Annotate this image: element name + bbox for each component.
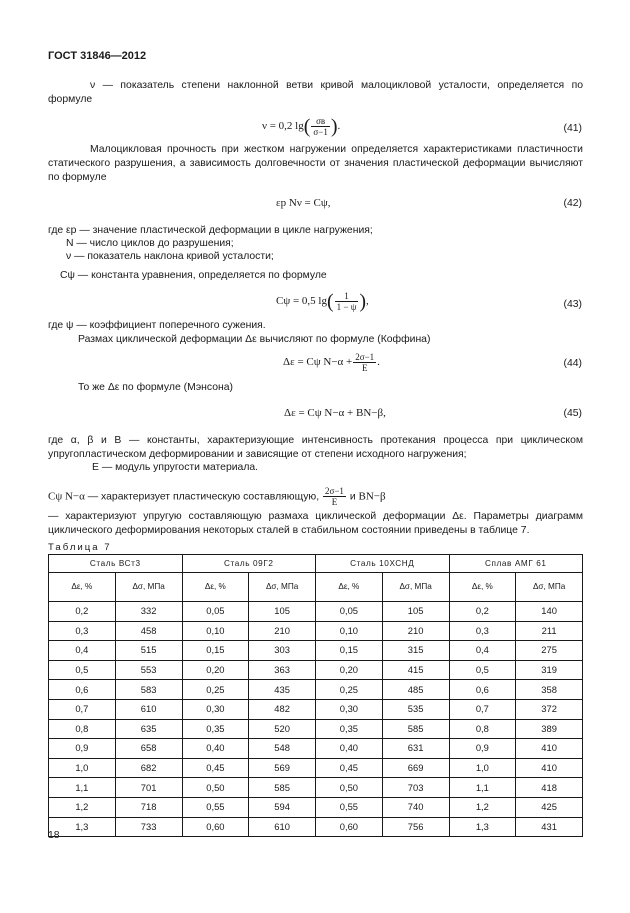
page-number: 18: [48, 830, 60, 841]
where-c-psi: Cψ — константа уравнения, определяется по формуле: [60, 270, 327, 281]
table-cell: 458: [115, 621, 182, 641]
table-cell: 515: [115, 641, 182, 661]
formula-43-denominator: 1 − ψ: [336, 302, 357, 312]
table-row: [49, 817, 583, 837]
sub-header-stress: Δσ, МПа: [115, 573, 182, 602]
table-cell: 372: [516, 699, 583, 719]
table-cell: 0,7: [49, 699, 116, 719]
formula-41-tail: .: [337, 120, 341, 133]
table-cell: 389: [516, 719, 583, 739]
table-caption: Таблица 7: [48, 542, 112, 553]
sub-header-strain: Δε, %: [316, 573, 383, 602]
table-cell: 0,35: [316, 719, 383, 739]
table-cell: 0,45: [316, 758, 383, 778]
table-cell: 0,15: [316, 641, 383, 661]
table-cell: 211: [516, 621, 583, 641]
table-cell: 0,20: [316, 660, 383, 680]
table-cell: 0,05: [316, 602, 383, 622]
table-cell: 0,60: [182, 817, 249, 837]
sub-header-stress: Δσ, МПа: [249, 573, 316, 602]
table-cell: 1,1: [449, 778, 516, 798]
table-row: [49, 778, 583, 798]
table-cell: 482: [249, 699, 316, 719]
table-cell: 703: [382, 778, 449, 798]
table-cell: 535: [382, 699, 449, 719]
formula-41-denominator: σ−1: [313, 127, 328, 137]
table-row: [49, 739, 583, 759]
formula-42: εр Nν = Cψ,: [276, 197, 331, 209]
where-nu: ν — показатель наклона кривой усталости;: [66, 251, 274, 262]
table-cell: 740: [382, 797, 449, 817]
inline-elastic-term: BN−β: [358, 490, 386, 503]
table-cell: 631: [382, 739, 449, 759]
table-cell: 548: [249, 739, 316, 759]
formula-41-numerator: σв: [311, 116, 329, 127]
sub-header-stress: Δσ, МПа: [516, 573, 583, 602]
table-cell: 431: [516, 817, 583, 837]
plastic-text-a: — характеризует пластическую составляющую,: [87, 491, 320, 503]
table-cell: 410: [516, 758, 583, 778]
table-cell: 610: [249, 817, 316, 837]
formula-43-numerator: 1: [335, 291, 359, 302]
table-row: [49, 602, 583, 622]
group-header: Сплав АМГ 61: [449, 555, 583, 573]
where-constants: где α, β и B — константы, характеризующие интенсивность протекания процесса при циклическом упругопластическом деформировании и зависящие от степени исходного нагружения;: [48, 435, 583, 460]
table-cell: 0,25: [316, 680, 383, 700]
formula-41-number: (41): [563, 123, 582, 134]
table-cell: 0,05: [182, 602, 249, 622]
table-cell: 485: [382, 680, 449, 700]
table-row: [49, 719, 583, 739]
table-cell: 569: [249, 758, 316, 778]
table-cell: 658: [115, 739, 182, 759]
group-header: Сталь 09Г2: [182, 555, 316, 573]
table-cell: 0,4: [49, 641, 116, 661]
table-cell: 756: [382, 817, 449, 837]
table-cell: 0,40: [182, 739, 249, 759]
table-cell: 585: [249, 778, 316, 798]
plastic-text-b: и: [349, 491, 356, 503]
table-cell: 1,2: [449, 797, 516, 817]
paragraph-elastic: — характеризуют упругую составляющую размаха циклической деформации Δε. Параметры диаграмм циклического деформирования некоторых сталей в стабильном состоянии приведены в таблице 7.: [48, 511, 583, 536]
where-e: E — модуль упругости материала.: [92, 462, 259, 473]
table-cell: 1,3: [49, 817, 116, 837]
table-cell: 669: [382, 758, 449, 778]
table-7: [48, 554, 583, 837]
table-cell: 635: [115, 719, 182, 739]
table-cell: 105: [382, 602, 449, 622]
table-cell: 0,20: [182, 660, 249, 680]
table-cell: 0,30: [316, 699, 383, 719]
formula-43-tail: ,: [366, 295, 369, 308]
table-row: [49, 699, 583, 719]
table-cell: 585: [382, 719, 449, 739]
table-cell: 610: [115, 699, 182, 719]
table-row: [49, 797, 583, 817]
table-cell: 415: [382, 660, 449, 680]
table-cell: 0,30: [182, 699, 249, 719]
table-cell: 682: [115, 758, 182, 778]
formula-44-numerator: 2σ−1: [355, 352, 375, 362]
table-row: [49, 621, 583, 641]
table-cell: 0,55: [182, 797, 249, 817]
group-header: Сталь ВСт3: [49, 555, 183, 573]
table-cell: 303: [249, 641, 316, 661]
table-cell: 0,3: [49, 621, 116, 641]
table-cell: 1,1: [49, 778, 116, 798]
plastic-line: [48, 486, 386, 507]
inline-frac-denominator: E: [331, 497, 338, 507]
table-cell: 210: [249, 621, 316, 641]
group-header: Сталь 10ХСНД: [316, 555, 450, 573]
paragraph-low-cycle: Малоцикловая прочность при жестком нагружении определяется характеристиками пластичности статического разрушения, а зависимость долговечности от значения пластической деформации вычисляют по формуле: [48, 144, 583, 183]
table-cell: 0,8: [49, 719, 116, 739]
table-cell: 1,0: [449, 758, 516, 778]
sub-header-strain: Δε, %: [182, 573, 249, 602]
table-row: [49, 758, 583, 778]
table-cell: 594: [249, 797, 316, 817]
table-group-header-row: [49, 555, 583, 573]
formula-44-denominator: E: [361, 363, 368, 373]
table-cell: 319: [516, 660, 583, 680]
table-cell: 140: [516, 602, 583, 622]
sub-header-strain: Δε, %: [449, 573, 516, 602]
table-cell: 0,9: [49, 739, 116, 759]
table-cell: 701: [115, 778, 182, 798]
formula-44-number: (44): [563, 358, 582, 369]
table-cell: 0,7: [449, 699, 516, 719]
table-cell: 0,3: [449, 621, 516, 641]
sub-header-stress: Δσ, МПа: [382, 573, 449, 602]
table-cell: 0,60: [316, 817, 383, 837]
table-cell: 0,6: [49, 680, 116, 700]
manson-intro: То же Δε по формуле (Мэнсона): [78, 382, 233, 393]
table-cell: 0,50: [182, 778, 249, 798]
formula-41-lhs: ν = 0,2 lg: [262, 120, 304, 133]
table-body: [49, 602, 583, 837]
table-cell: 275: [516, 641, 583, 661]
table-cell: 315: [382, 641, 449, 661]
table-cell: 553: [115, 660, 182, 680]
table-cell: 0,55: [316, 797, 383, 817]
formula-45: Δε = Cψ N−α + BN−β,: [284, 407, 386, 419]
formula-44: [283, 352, 380, 373]
table-row: [49, 641, 583, 661]
formula-44-tail: .: [377, 356, 380, 369]
table-cell: 0,25: [182, 680, 249, 700]
table-cell: 0,9: [449, 739, 516, 759]
table-cell: 0,5: [449, 660, 516, 680]
coffin-intro: Размах циклической деформации Δε вычисляют по формуле (Коффина): [78, 334, 431, 345]
table-cell: 733: [115, 817, 182, 837]
table-cell: 0,4: [449, 641, 516, 661]
formula-43: Cψ = 0,5 lg( $\frac{1}{1 - \psi}$ ),: [276, 290, 369, 313]
table-cell: 0,50: [316, 778, 383, 798]
table-cell: 0,6: [449, 680, 516, 700]
formula-43-lhs: Cψ = 0,5 lg: [276, 295, 327, 308]
formula-43-number: (43): [563, 299, 582, 310]
table-cell: 0,45: [182, 758, 249, 778]
table-cell: 0,10: [316, 621, 383, 641]
table-cell: 718: [115, 797, 182, 817]
inline-frac-numerator: 2σ−1: [325, 486, 344, 496]
formula-45-number: (45): [563, 408, 582, 419]
table-cell: 0,15: [182, 641, 249, 661]
table-cell: 1,3: [449, 817, 516, 837]
paragraph-v-definition: ν — показатель степени наклонной ветви кривой малоцикловой усталости, определяется по формуле: [48, 80, 583, 105]
where-epsilon-p: где εр — значение пластической деформации в цикле нагружения;: [48, 225, 373, 236]
table-sub-header-row: [49, 573, 583, 602]
table-cell: 210: [382, 621, 449, 641]
table-cell: 358: [516, 680, 583, 700]
table-cell: 410: [516, 739, 583, 759]
table-cell: 0,10: [182, 621, 249, 641]
table-cell: 583: [115, 680, 182, 700]
table-cell: 418: [516, 778, 583, 798]
table-cell: 0,40: [316, 739, 383, 759]
table-cell: 520: [249, 719, 316, 739]
table-cell: 0,35: [182, 719, 249, 739]
table-cell: 1,2: [49, 797, 116, 817]
inline-plastic-term: Cψ N−α: [48, 490, 85, 503]
table-cell: 1,0: [49, 758, 116, 778]
where-n: N — число циклов до разрушения;: [66, 238, 234, 249]
formula-44-lhs: Δε = Cψ N−α +: [283, 356, 353, 369]
formula-42-number: (42): [563, 198, 582, 209]
table-cell: 363: [249, 660, 316, 680]
sub-header-strain: Δε, %: [49, 573, 116, 602]
table-cell: 435: [249, 680, 316, 700]
where-psi: где ψ — коэффициент поперечного сужения.: [48, 320, 266, 331]
table-cell: 105: [249, 602, 316, 622]
formula-41: ν = 0,2 lg( $\frac{\sigma в}{\sigma-1}$ ).: [262, 115, 341, 138]
table-row: [49, 660, 583, 680]
table-cell: 0,8: [449, 719, 516, 739]
document-id: ГОСТ 31846—2012: [48, 50, 147, 62]
table-cell: 0,5: [49, 660, 116, 680]
table-cell: 0,2: [449, 602, 516, 622]
table-row: [49, 680, 583, 700]
table-cell: 425: [516, 797, 583, 817]
table-cell: 332: [115, 602, 182, 622]
table-cell: 0,2: [49, 602, 116, 622]
